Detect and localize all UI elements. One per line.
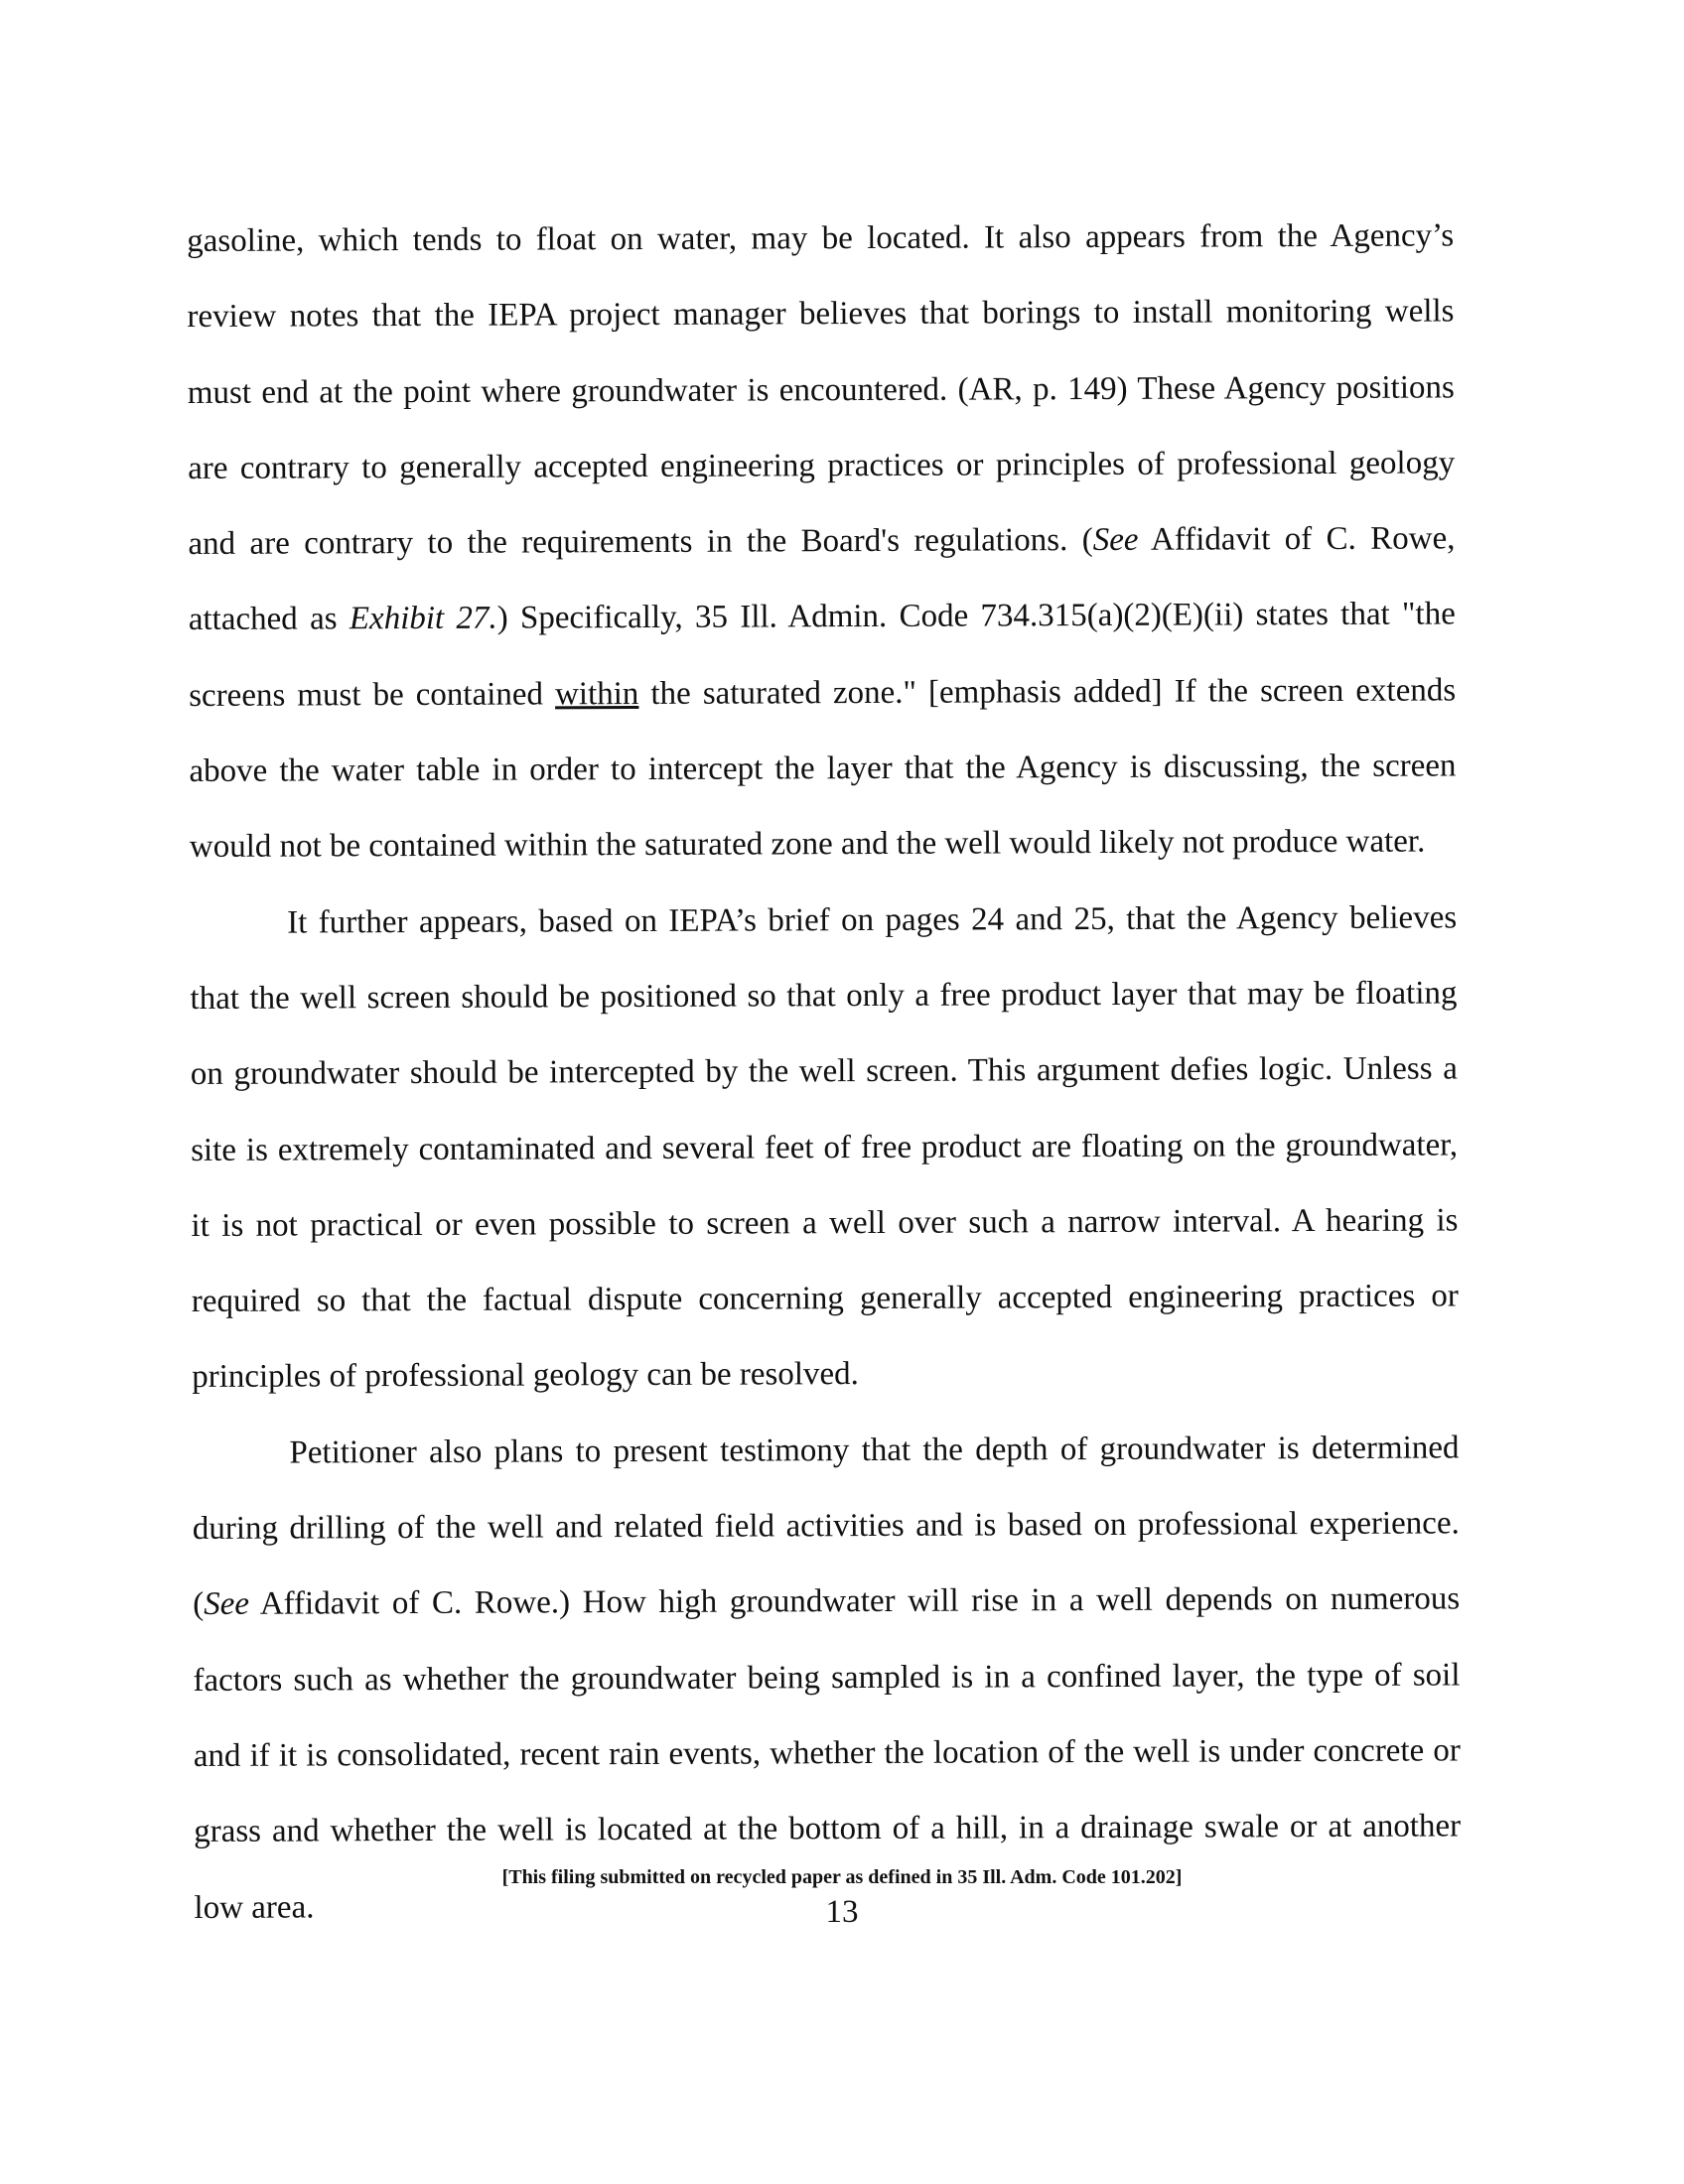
paragraph-3-segment-3: Affidavit of C. Rowe.) How high groundwater will rise in a well depends on numerous factors such as whether the groundwater being sampled is in a confined layer, the type of soil and if it is consolidated, recent rain events, whether the location of the well is under concrete or grass and whether the well is located at the bottom of a hill, in a drainage swale or at another low area. xyxy=(193,1580,1462,1926)
paragraph-2 xyxy=(190,880,1459,1416)
paragraph-1-segment-5: ) Specifically, 35 Ill. Admin. Code 734.315(a)(2)(E)(ii) states that "the screens must be contained xyxy=(189,596,1456,714)
paragraph-1-segment-7: the saturated zone." [emphasis added] If the screen extends above the water table in order to intercept the layer that the Agency is discussing, the screen would not be contained within the saturated zone and the well would likely not produce water. xyxy=(189,672,1457,866)
paragraph-3-segment-1: Petitioner also plans to present testimony that the depth of groundwater is determined during drilling of the well and related field activities and is based on professional experience. ( xyxy=(192,1430,1460,1623)
page-number: 13 xyxy=(825,1894,859,1930)
paragraph-1 xyxy=(187,198,1457,885)
see-citation-italic: See xyxy=(1092,522,1139,559)
paragraph-3 xyxy=(192,1410,1461,1946)
body-text xyxy=(187,198,1462,1945)
paragraph-1-segment-1: gasoline, which tends to float on water, may be located. It also appears from the Agency’s review notes that the IEPA project manager believes that borings to install monitoring wells must end at the point where groundwater is encountered. (AR, p. 149) These Agency positions are contrary to generally accepted engineering practices or principles of professional geology and are contrary to the requirements in the Board's regulations. ( xyxy=(187,217,1456,563)
paragraph-1-segment-3: Affidavit of C. Rowe, attached as xyxy=(188,520,1456,638)
see-citation-italic-2: See xyxy=(204,1586,250,1623)
within-emphasis-underline: within xyxy=(554,675,639,713)
exhibit-reference-italic: Exhibit 27. xyxy=(349,601,497,637)
paragraph-2-segment-1: It further appears, based on IEPA’s brief on pages 24 and 25, that the Agency believes that the well screen should be positioned so that only a free product layer that may be floating on groundwater should be intercepted by the well screen. This argument defies logic. Unless a site is extremely contaminated and several feet of free product are floating on the groundwater, it is not practical or even possible to screen a well over such a narrow interval. A hearing is required so that the factual dispute concerning generally accepted engineering practices or principles of professional geology can be resolved. xyxy=(190,899,1459,1396)
recycled-paper-note: [This filing submitted on recycled paper as defined in 35 Ill. Adm. Code 101.202] xyxy=(501,1866,1183,1888)
